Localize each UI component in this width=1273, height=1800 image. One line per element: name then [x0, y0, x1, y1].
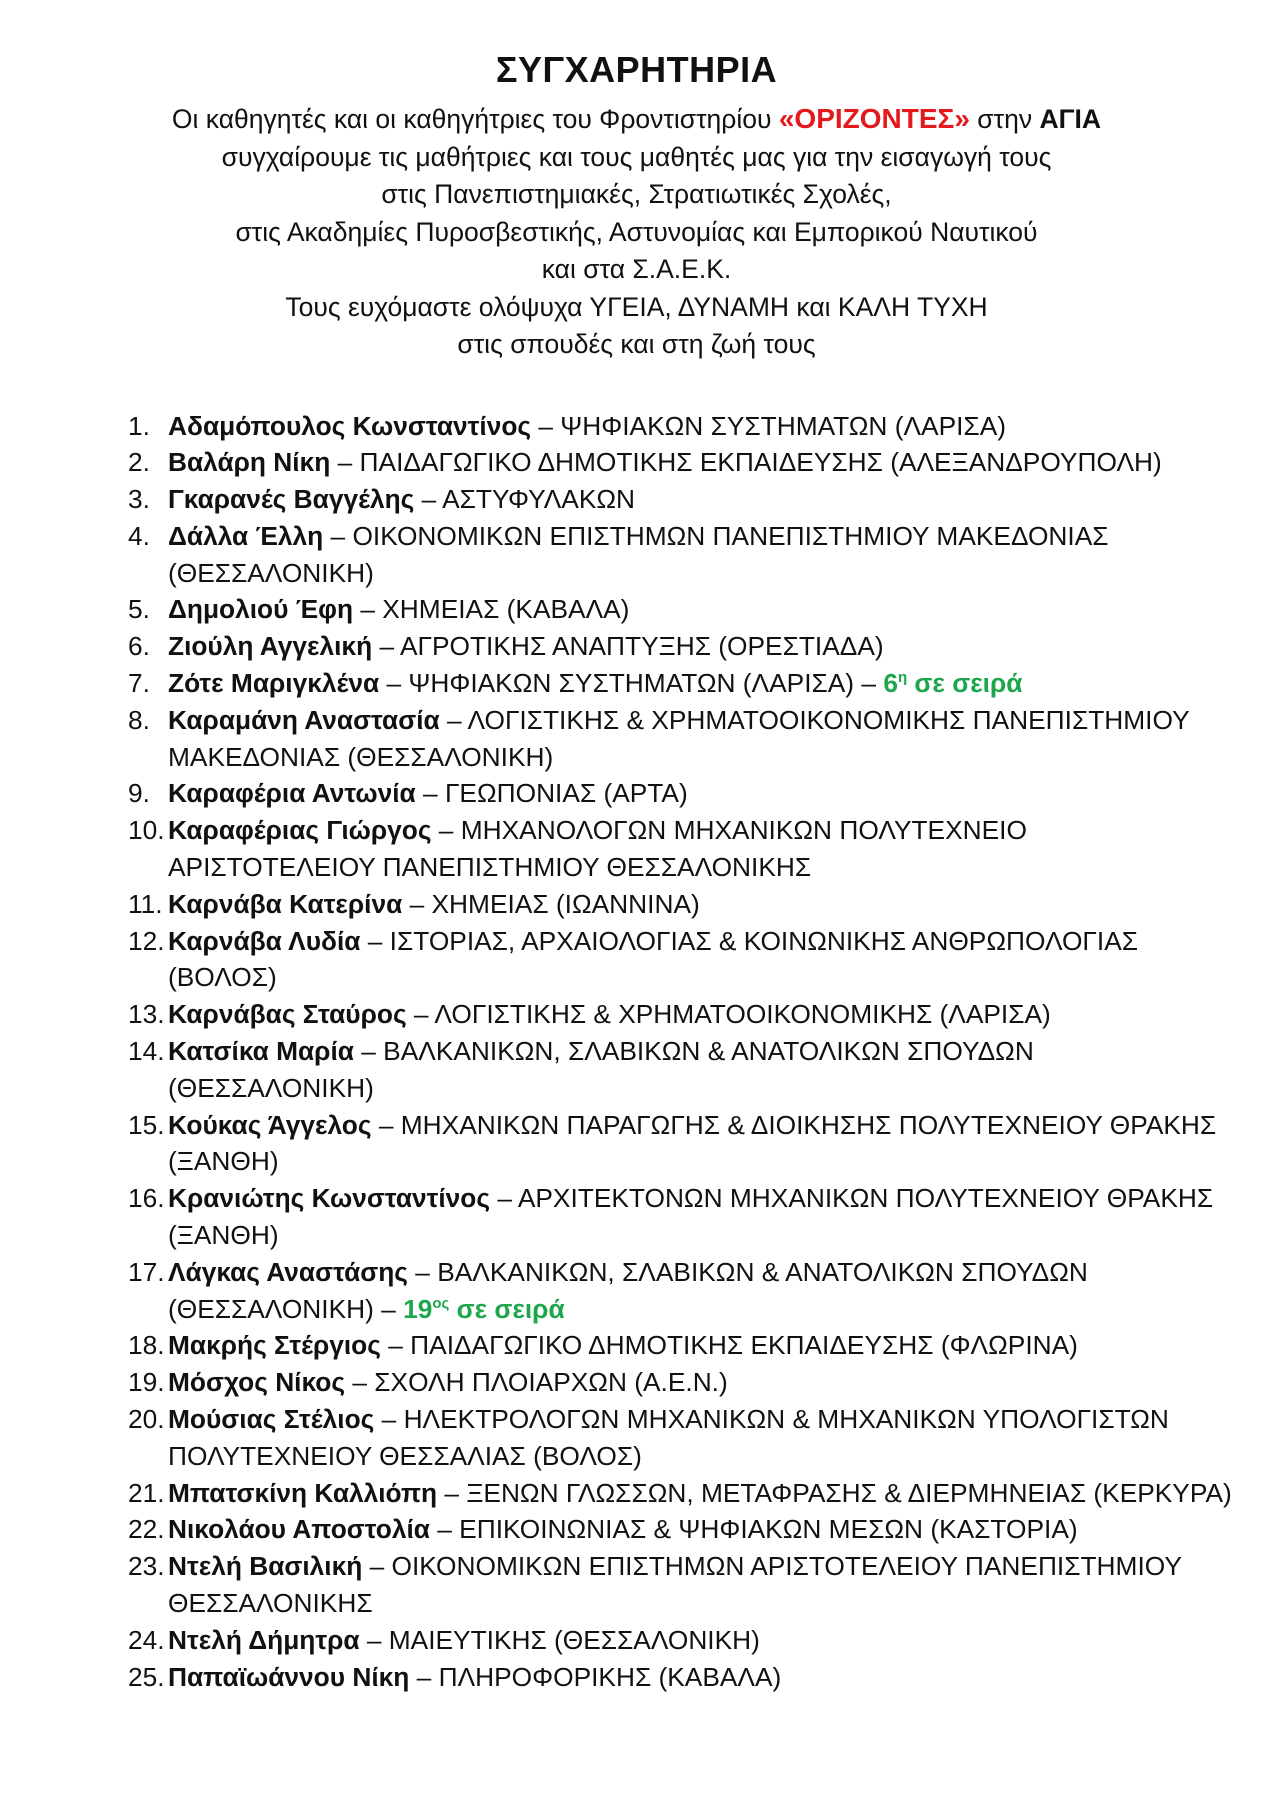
list-item: [128, 481, 1233, 518]
student-name: Δάλλα Έλλη: [168, 520, 324, 551]
student-name: Μπατσκίνη Καλλιόπη: [168, 1477, 438, 1508]
list-item: [128, 1327, 1233, 1364]
student-school: – ΣΧΟΛΗ ΠΛΟΙΑΡΧΩΝ (Α.Ε.Ν.): [345, 1367, 728, 1398]
student-name: Ντελή Δήμητρα: [168, 1624, 360, 1655]
list-item-number: 3.: [128, 484, 150, 515]
student-name: Γκαρανές Βαγγέλης: [168, 484, 415, 515]
student-name: Νικολάου Αποστολία: [168, 1514, 430, 1545]
list-item: [128, 665, 1233, 702]
list-item-number: 17.: [128, 1256, 165, 1287]
intro-paragraph: [60, 100, 1213, 364]
student-school: – ΠΑΙΔΑΓΩΓΙΚΟ ΔΗΜΟΤΙΚΗΣ ΕΚΠΑΙΔΕΥΣΗΣ (ΦΛΩΡΙΝΑ): [380, 1330, 1078, 1361]
student-school: – ΧΗΜΕΙΑΣ (ΙΩΑΝΝΙΝΑ): [402, 888, 700, 919]
student-school: – ΑΓΡΟΤΙΚΗΣ ΑΝΑΠΤΥΞΗΣ (ΟΡΕΣΤΙΑΔΑ): [372, 631, 884, 662]
list-item: [128, 1107, 1233, 1181]
place-name: ΑΓΙΑ: [1039, 104, 1102, 134]
list-item: [128, 444, 1233, 481]
rank-badge: [403, 1294, 565, 1324]
list-item: [128, 1033, 1233, 1107]
student-school: – ΛΟΓΙΣΤΙΚΗΣ & ΧΡΗΜΑΤΟΟΙΚΟΝΟΜΙΚΗΣ (ΛΑΡΙΣΑ): [406, 999, 1051, 1030]
student-name: Παπαϊωάννου Νίκη: [168, 1661, 410, 1692]
list-item: [128, 628, 1233, 665]
list-item-number: 21.: [128, 1477, 165, 1508]
student-name: Ντελή Βασιλική: [168, 1551, 363, 1582]
student-name: Καρνάβα Λυδία: [168, 925, 361, 956]
student-school: – ΟΙΚΟΝΟΜΙΚΩΝ ΕΠΙΣΤΗΜΩΝ ΠΑΝΕΠΙΣΤΗΜΙΟΥ ΜΑΚΕΔΟΝΙΑΣ (ΘΕΣΣΑΛΟΝΙΚΗ): [168, 520, 1109, 588]
intro-line-1: [60, 100, 1213, 139]
student-school: – ΠΛΗΡΟΦΟΡΙΚΗΣ (ΚΑΒΑΛΑ): [409, 1661, 782, 1692]
student-name: Ζότε Μαριγκλένα: [168, 668, 380, 699]
list-item: [128, 1401, 1233, 1475]
student-name: Αδαμόπουλος Κωνσταντίνος: [168, 410, 532, 441]
intro-line-5: και στα Σ.Α.Ε.Κ.: [541, 254, 732, 284]
student-school: – ΛΟΓΙΣΤΙΚΗΣ & ΧΡΗΜΑΤΟΟΙΚΟΝΟΜΙΚΗΣ ΠΑΝΕΠΙΣΤΗΜΙΟΥ ΜΑΚΕΔΟΝΙΑΣ (ΘΕΣΣΑΛΟΝΙΚΗ): [168, 704, 1190, 772]
student-name: Δημολιού Έφη: [168, 594, 354, 625]
intro-line-2: συγχαίρουμε τις μαθήτριες και τους μαθητές μας για την εισαγωγή τους: [221, 141, 1052, 172]
list-item-number: 25.: [128, 1661, 165, 1692]
student-school: – ΒΑΛΚΑΝΙΚΩΝ, ΣΛΑΒΙΚΩΝ & ΑΝΑΤΟΛΙΚΩΝ ΣΠΟΥΔΩΝ (ΘΕΣΣΑΛΟΝΙΚΗ) –: [168, 1256, 1088, 1324]
list-item-number: 9.: [128, 778, 150, 809]
student-school: – ΓΕΩΠΟΝΙΑΣ (ΑΡΤΑ): [415, 778, 688, 809]
list-item: [128, 1659, 1233, 1696]
student-school: – ΜΗΧΑΝΙΚΩΝ ΠΑΡΑΓΩΓΗΣ & ΔΙΟΙΚΗΣΗΣ ΠΟΛΥΤΕΧΝΕΙΟΥ ΘΡΑΚΗΣ (ΞΑΝΘΗ): [168, 1109, 1217, 1177]
list-item-number: 18.: [128, 1330, 165, 1361]
list-item-number: 10.: [128, 815, 165, 846]
list-item: [128, 812, 1233, 886]
student-school: – ΟΙΚΟΝΟΜΙΚΩΝ ΕΠΙΣΤΗΜΩΝ ΑΡΙΣΤΟΤΕΛΕΙΟΥ ΠΑΝΕΠΙΣΤΗΜΙΟΥ ΘΕΣΣΑΛΟΝΙΚΗΣ: [168, 1551, 1182, 1618]
intro-line-6: Τους ευχόμαστε ολόψυχα ΥΓΕΙΑ, ΔΥΝΑΜΗ και ΚΑΛΗ ΤΥΧΗ: [285, 291, 988, 322]
list-item-number: 14.: [128, 1036, 165, 1067]
student-list: [128, 408, 1233, 1696]
student-school: – ΕΠΙΚΟΙΝΩΝΙΑΣ & ΨΗΦΙΑΚΩΝ ΜΕΣΩΝ (ΚΑΣΤΟΡΙΑ): [429, 1514, 1078, 1545]
list-item: [128, 1511, 1233, 1548]
intro-line-1-mid: στην: [969, 104, 1040, 134]
student-name: Λάγκας Αναστάσης: [168, 1256, 408, 1287]
list-item-number: 6.: [128, 631, 150, 662]
student-school: – ΨΗΦΙΑΚΩΝ ΣΥΣΤΗΜΑΤΩΝ (ΛΑΡΙΣΑ): [531, 410, 1006, 441]
brand-name: «ΟΡΙΖΟΝΤΕΣ»: [778, 103, 970, 134]
student-name: Κατσίκα Μαρία: [168, 1036, 354, 1067]
student-name: Καρνάβας Σταύρος: [168, 999, 407, 1030]
student-name: Καραμάνη Αναστασία: [168, 704, 440, 735]
rank-number: 6: [883, 668, 898, 699]
rank-badge: [883, 668, 1022, 698]
student-school: – ΜΑΙΕΥΤΙΚΗΣ (ΘΕΣΣΑΛΟΝΙΚΗ): [359, 1624, 760, 1655]
list-item-number: 24.: [128, 1624, 165, 1655]
student-name: Καραφέριας Γιώργος: [168, 815, 432, 846]
list-item-number: 2.: [128, 447, 150, 478]
intro-line-4: στις Ακαδημίες Πυροσβεστικής, Αστυνομίας και Εμπορικού Ναυτικού: [235, 216, 1038, 247]
student-name: Καραφέρια Αντωνία: [168, 778, 416, 809]
student-name: Καρνάβα Κατερίνα: [168, 888, 403, 919]
list-item: [128, 1622, 1233, 1659]
student-school: – ΑΣΤΥΦΥΛΑΚΩΝ: [414, 484, 636, 515]
rank-suffix: η: [897, 669, 908, 687]
list-item: [128, 886, 1233, 923]
list-item-number: 19.: [128, 1367, 165, 1398]
list-item-number: 5.: [128, 594, 150, 625]
list-item-number: 11.: [128, 888, 163, 919]
list-item: [128, 923, 1233, 997]
student-name: Βαλάρη Νίκη: [168, 447, 331, 478]
list-item: [128, 1254, 1233, 1328]
list-item: [128, 1364, 1233, 1401]
student-school: – ΗΛΕΚΤΡΟΛΟΓΩΝ ΜΗΧΑΝΙΚΩΝ & ΜΗΧΑΝΙΚΩΝ ΥΠΟΛΟΓΙΣΤΩΝ ΠΟΛΥΤΕΧΝΕΙΟΥ ΘΕΣΣΑΛΙΑΣ (ΒΟΛΟΣ): [168, 1404, 1169, 1471]
list-item: [128, 518, 1233, 592]
list-item: [128, 591, 1233, 628]
list-item-number: 23.: [128, 1551, 165, 1582]
student-name: Κρανιώτης Κωνσταντίνος: [168, 1183, 491, 1214]
student-school: – ΜΗΧΑΝΟΛΟΓΩΝ ΜΗΧΑΝΙΚΩΝ ΠΟΛΥΤΕΧΝΕΙΟ ΑΡΙΣΤΟΤΕΛΕΙΟΥ ΠΑΝΕΠΙΣΤΗΜΙΟΥ ΘΕΣΣΑΛΟΝΙΚΗΣ: [168, 815, 1027, 883]
list-item: [128, 1475, 1233, 1512]
student-name: Ζιούλη Αγγελική: [168, 631, 373, 662]
list-item: [128, 408, 1233, 445]
list-item-number: 13.: [128, 999, 165, 1030]
student-name: Μούσιας Στέλιος: [168, 1404, 375, 1435]
student-school: – ΒΑΛΚΑΝΙΚΩΝ, ΣΛΑΒΙΚΩΝ & ΑΝΑΤΟΛΙΚΩΝ ΣΠΟΥΔΩΝ (ΘΕΣΣΑΛΟΝΙΚΗ): [168, 1036, 1034, 1103]
list-item-number: 1.: [128, 410, 150, 441]
student-school: – ΙΣΤΟΡΙΑΣ, ΑΡΧΑΙΟΛΟΓΙΑΣ & ΚΟΙΝΩΝΙΚΗΣ ΑΝΘΡΩΠΟΛΟΓΙΑΣ (ΒΟΛΟΣ): [168, 925, 1139, 993]
rank-text: σε σειρά: [907, 668, 1023, 699]
student-school: – ΠΑΙΔΑΓΩΓΙΚΟ ΔΗΜΟΤΙΚΗΣ ΕΚΠΑΙΔΕΥΣΗΣ (ΑΛΕΞΑΝΔΡΟΥΠΟΛΗ): [330, 447, 1162, 478]
intro-line-3: στις Πανεπιστημιακές, Στρατιωτικές Σχολές,: [381, 179, 892, 209]
list-item-number: 4.: [128, 520, 150, 551]
rank-suffix: ος: [432, 1294, 450, 1312]
list-item-number: 22.: [128, 1514, 165, 1545]
intro-line-7: στις σπουδές και στη ζωή τους: [457, 329, 816, 359]
list-item: [128, 1548, 1233, 1622]
list-item-number: 16.: [128, 1183, 165, 1214]
student-school: – ΧΗΜΕΙΑΣ (ΚΑΒΑΛΑ): [353, 594, 630, 625]
student-school: – ΞΕΝΩΝ ΓΛΩΣΣΩΝ, ΜΕΤΑΦΡΑΣΗΣ & ΔΙΕΡΜΗΝΕΙΑΣ (ΚΕΡΚΥΡΑ): [437, 1477, 1232, 1508]
rank-number: 19: [403, 1293, 433, 1324]
student-name: Μόσχος Νίκος: [168, 1367, 346, 1398]
page-title: ΣΥΓΧΑΡΗΤΗΡΙΑ: [495, 49, 778, 90]
rank-text: σε σειρά: [449, 1293, 565, 1324]
list-item-number: 20.: [128, 1404, 165, 1435]
list-item-number: 7.: [128, 668, 150, 699]
list-item: [128, 996, 1233, 1033]
list-item-number: 8.: [128, 704, 150, 735]
list-item-number: 12.: [128, 925, 165, 956]
student-school: – ΑΡΧΙΤΕΚΤΟΝΩΝ ΜΗΧΑΝΙΚΩΝ ΠΟΛΥΤΕΧΝΕΙΟΥ ΘΡΑΚΗΣ (ΞΑΝΘΗ): [168, 1183, 1214, 1251]
student-name: Κούκας Άγγελος: [168, 1109, 372, 1140]
student-school: – ΨΗΦΙΑΚΩΝ ΣΥΣΤΗΜΑΤΩΝ (ΛΑΡΙΣΑ) –: [379, 668, 884, 699]
list-item-number: 15.: [128, 1109, 165, 1140]
student-name: Μακρής Στέργιος: [168, 1330, 381, 1361]
intro-line-1-text: Οι καθηγητές και οι καθηγήτριες του Φροντιστηρίου: [171, 104, 779, 134]
list-item: [128, 702, 1233, 776]
list-item: [128, 1180, 1233, 1254]
list-item: [128, 775, 1233, 812]
